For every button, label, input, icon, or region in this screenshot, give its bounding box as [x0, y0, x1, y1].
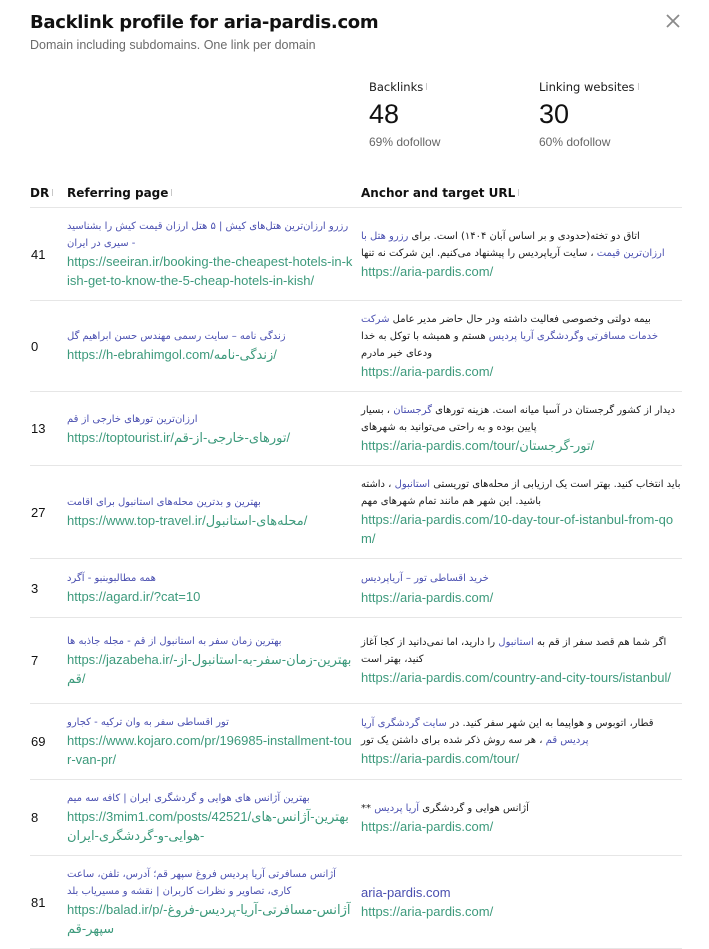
- anchor-context: ، بسیار پایین بوده و به راحتی می‌توانید به شهرهای: [361, 405, 537, 433]
- anchor-context: آژانس هوایی و گردشگری: [419, 802, 529, 814]
- info-icon: [171, 189, 172, 196]
- referring-page-cell: [67, 559, 361, 617]
- target-url[interactable]: https://aria-pardis.com/country-and-city-tours/istanbul/: [361, 670, 671, 685]
- info-icon[interactable]: [638, 83, 639, 90]
- referring-page-url[interactable]: https://jazabeha.ir/بهترین-زمان-سفر-به-استانبول-از-قم/: [67, 652, 352, 686]
- referring-page-cell: [67, 466, 361, 558]
- target-url[interactable]: https://aria-pardis.com/tour/تور-گرجستان/: [361, 438, 595, 453]
- target-url[interactable]: https://aria-pardis.com/: [361, 904, 494, 919]
- info-icon: [52, 189, 53, 196]
- dr-value: 69: [31, 734, 46, 749]
- anchor-cell: [361, 559, 682, 617]
- anchor-cell: [361, 704, 682, 779]
- anchor-context: ، داشته باشید. این شهر هم مانند تمام شهرهای مهم: [361, 479, 542, 507]
- referring-page-url[interactable]: https://seeiran.ir/booking-the-cheapest-hotels-in-kish-get-to-know-the-5-cheap-hotels-in-kish/: [67, 254, 353, 288]
- referring-page-title[interactable]: بهترین زمان سفر به استانبول از قم - مجله جاذبه ها: [67, 636, 282, 647]
- column-header-anchor[interactable]: [361, 186, 519, 207]
- close-button[interactable]: [662, 10, 684, 32]
- dr-value: 3: [31, 580, 39, 596]
- anchor-context: بیمه دولتی وخصوصی فعالیت داشته ودر حال حاضر مدیر عامل: [389, 314, 651, 325]
- referring-page-url[interactable]: https://3mim1.com/posts/42521/بهترین-آژانس-های-هوایی-و-گردشگری-ایران: [67, 809, 349, 843]
- anchor-context: ، هر سه روش ذکر شده برای داشتن یک تور: [361, 735, 546, 746]
- referring-page-cell: [67, 301, 361, 391]
- column-header-dr[interactable]: [30, 186, 67, 207]
- anchor-context: ، سایت آریاپردیس را پیشنهاد می‌کنیم. این شرکت نه تنها: [361, 247, 597, 259]
- stat-linking-websites-label: Linking websites: [539, 80, 635, 94]
- page-subtitle: Domain including subdomains. One link per domain: [30, 38, 316, 52]
- target-url[interactable]: https://aria-pardis.com/: [361, 263, 494, 279]
- referring-page-cell: [67, 208, 361, 300]
- anchor-link[interactable]: aria-pardis.com: [361, 885, 451, 900]
- target-url[interactable]: https://aria-pardis.com/10-day-tour-of-istanbul-from-qom/: [361, 512, 674, 546]
- anchor-text: [361, 402, 682, 436]
- target-url[interactable]: https://aria-pardis.com/: [361, 818, 494, 834]
- referring-page-cell: [67, 618, 361, 703]
- anchor-cell: [361, 856, 682, 948]
- referring-page-cell: [67, 704, 361, 779]
- anchor-text: [361, 715, 682, 749]
- target-url[interactable]: https://aria-pardis.com/tour/: [361, 751, 520, 766]
- stat-backlinks-dofollow: 69% dofollow: [369, 135, 441, 149]
- anchor-link[interactable]: رزرو هتل با ارزان‌ترین قیمت: [361, 230, 665, 259]
- referring-page-cell: [67, 780, 361, 855]
- referring-page-url[interactable]: https://toptourist.ir/تورهای-خارجی-از-قم/: [67, 429, 291, 445]
- anchor-link[interactable]: سایت گردشگری آریا پردیس قم: [361, 718, 589, 746]
- stat-backlinks-label-wrap: [369, 80, 539, 94]
- stat-linking-label-wrap: [539, 80, 709, 94]
- referring-page-title[interactable]: ارزان‌ترین تورهای خارجی از قم: [67, 413, 198, 425]
- table-row: [30, 559, 682, 618]
- referring-page-url[interactable]: https://agard.ir/?cat=10: [67, 589, 201, 604]
- anchor-link[interactable]: استانبول: [498, 637, 534, 648]
- column-header-referring-page[interactable]: [67, 186, 361, 207]
- anchor-context: را دارید، اما نمی‌دانید از کجا آغاز کنید، بهتر است: [361, 637, 499, 665]
- anchor-context: **: [361, 802, 375, 814]
- anchor-context: دیدار از کشور گرجستان در آسیا میانه است. هزینه تورهای: [431, 405, 676, 416]
- stat-linking-websites-value: 30: [539, 99, 570, 129]
- referring-page-title[interactable]: رزرو ارزان‌ترین هتل‌های کیش | ۵ هتل ارزان قیمت کیش را بشناسید - سیری در ایران: [67, 221, 349, 249]
- referring-page-title[interactable]: تور اقساطی سفر به وان ترکیه - کجارو: [67, 717, 229, 728]
- anchor-link[interactable]: آریا پردیس: [374, 802, 420, 814]
- referring-page-title[interactable]: همه مطالبوبنبو - آگرد: [67, 573, 156, 584]
- referring-page-title[interactable]: بهترین و بدترین محله‌های استانبول برای اقامت: [67, 497, 261, 508]
- stat-backlinks: [369, 80, 539, 149]
- anchor-text: [361, 476, 682, 510]
- referring-page-title[interactable]: بهترین آژانس های هوایی و گردشگری ایران | کافه سه میم: [67, 793, 310, 804]
- referring-page-title[interactable]: زندگی نامه – سایت رسمی مهندس حسن ابراهیم گل: [67, 331, 286, 342]
- anchor-context: هستم و همیشه با توکل به خدا ودعای خیر مادرم: [361, 331, 489, 359]
- target-url[interactable]: https://aria-pardis.com/: [361, 364, 494, 379]
- column-header-referring-label: Referring page: [67, 186, 169, 200]
- anchor-cell: [361, 618, 682, 703]
- dr-value: 0: [31, 338, 39, 354]
- anchor-text: [361, 311, 682, 362]
- backlinks-table: [30, 186, 682, 949]
- info-icon: [518, 189, 519, 196]
- stat-backlinks-label: Backlinks: [369, 80, 424, 94]
- dr-value: 13: [31, 421, 46, 436]
- anchor-cell: [361, 780, 682, 855]
- close-icon: [666, 14, 680, 28]
- referring-page-url[interactable]: https://h-ebrahimgol.com/زندگی-نامه/: [67, 347, 277, 362]
- stat-linking-websites: [539, 80, 709, 149]
- referring-page-url[interactable]: https://www.kojaro.com/pr/196985-installment-tour-van-pr/: [67, 733, 352, 767]
- column-header-dr-label: DR: [30, 186, 50, 200]
- table-body: [30, 208, 682, 949]
- page-title: Backlink profile for aria-pardis.com: [30, 12, 379, 33]
- anchor-cell: [361, 392, 682, 465]
- dr-value: 81: [31, 894, 46, 910]
- table-header: [30, 186, 682, 208]
- anchor-text: [361, 800, 682, 817]
- anchor-text: [361, 634, 682, 668]
- table-row: [30, 208, 682, 301]
- anchor-context: اگر شما هم قصد سفر از قم به: [533, 637, 667, 648]
- stats-summary: [369, 80, 709, 149]
- referring-page-cell: [67, 392, 361, 465]
- anchor-context: قطار، اتوبوس و هواپیما به این شهر سفر کنید. در: [446, 718, 654, 729]
- stat-linking-websites-dofollow: 60% dofollow: [539, 135, 611, 149]
- referring-page-cell: [67, 856, 361, 948]
- anchor-cell: [361, 208, 682, 300]
- anchor-text: [361, 228, 682, 262]
- anchor-context: اتاق دو تخته(حدودی و بر اساس آبان ۱۴۰۴) است. برای: [408, 230, 640, 242]
- anchor-link[interactable]: گرجستان: [393, 405, 432, 416]
- table-row: [30, 704, 682, 780]
- dialog-header: [30, 12, 378, 52]
- anchor-cell: [361, 466, 682, 558]
- table-row: [30, 466, 682, 559]
- anchor-cell: [361, 301, 682, 391]
- target-url[interactable]: https://aria-pardis.com/: [361, 590, 494, 605]
- dr-value: 7: [31, 653, 39, 668]
- anchor-text: [361, 569, 682, 588]
- column-header-anchor-label: Anchor and target URL: [361, 186, 516, 200]
- dr-value: 8: [31, 810, 39, 825]
- stat-backlinks-value: 48: [369, 99, 400, 129]
- referring-page-url[interactable]: https://www.top-travel.ir/محله‌های-استانبول/: [67, 513, 308, 528]
- table-row: [30, 301, 682, 392]
- anchor-link[interactable]: خرید اقساطی تور – آریاپردیس: [361, 573, 489, 584]
- referring-page-title[interactable]: آژانس مسافرتی آریا پردیس فروغ سپهر قم؛ آدرس، تلفن، ساعت کاری، تصاویر و نظرات کاربران | نقشه و مسیریاب بلد: [67, 869, 336, 897]
- table-row: [30, 392, 682, 466]
- dr-value: 27: [31, 504, 46, 520]
- anchor-context: باید انتخاب کنید. بهتر است یک ارزیابی از محله‌های توریستی: [430, 479, 681, 490]
- table-row: [30, 618, 682, 704]
- anchor-link[interactable]: استانبول: [394, 479, 431, 490]
- table-row: [30, 856, 682, 949]
- anchor-link[interactable]: شرکت خدمات مسافرتی وگردشگری آریا پردیس: [361, 314, 659, 342]
- table-row: [30, 780, 682, 856]
- info-icon[interactable]: [426, 83, 427, 90]
- referring-page-url[interactable]: https://balad.ir/p/آژانس-مسافرتی-آریا-پردیس-فروغ-سپهر-قم: [67, 902, 351, 936]
- dr-value: 41: [31, 246, 46, 262]
